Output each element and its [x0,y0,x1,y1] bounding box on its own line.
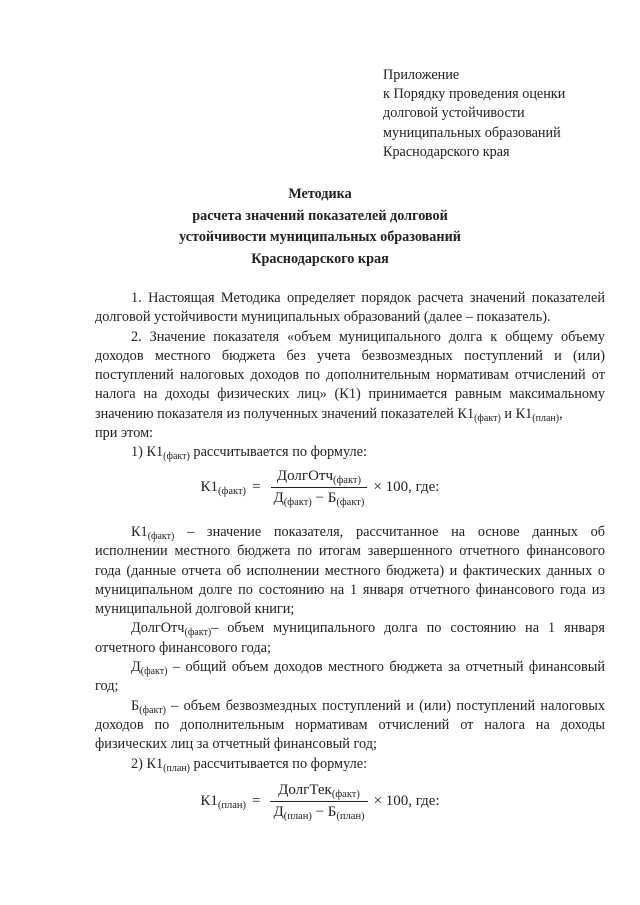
definition-dolg-otch: ДолгОтч$_{(факт)}$– объем муниципального долга по состоянию на 1 января отчетного финансового года; [95,620,605,656]
formula-tail: × 100, где: [373,793,440,809]
paragraph-2-end: , [559,405,563,422]
title-line: Методика [288,186,352,202]
subscript: (план) [532,412,560,424]
formula-fraction [270,782,367,821]
item-1 [95,443,605,462]
paragraph-2 [95,328,605,424]
definitions-block [95,523,605,774]
appendix-line: Краснодарского края [383,143,510,160]
appendix-line: Приложение [383,67,460,83]
title-line: расчета значений показателей долговой [192,207,448,224]
paragraph-1: 1. Настоящая Методика определяет порядок расчета значений показателей долговой устойчивости муниципальных образований (далее – показатель). [95,290,605,326]
formula-lhs: $К1_{(план)}$ [200,793,246,811]
item-1-label: 1) К1 [131,444,164,461]
formula-numerator: ДолгТек$_{(факт)}$ [278,782,360,800]
title-line: устойчивости муниципальных образований [179,229,461,245]
appendix-block [383,66,565,162]
item-2: 2) $К1_{(план)}$ рассчитывается по формуле: [131,755,368,774]
definition-d-fact: $Д_{(факт)}$ – общий объем доходов местного бюджета за отчетный финансовый год; [95,659,605,695]
appendix-line: долговой устойчивости [383,105,525,122]
appendix-line: муниципальных образований [383,124,561,141]
formula-1 [0,468,640,507]
definition-b-fact: $Б_{(факт)}$ – объем безвозмездных поступлений и (или) поступлений налоговых доходов по дополнительным нормативам отчислений от налога на доходы физических лиц за отчетный финансовый год; [95,697,605,753]
formula-2 [0,782,640,821]
formula-denominator: $Д_{(факт)} - Б_{(факт)}$ [271,487,368,507]
paragraph-2-tail: при этом: [95,425,154,442]
formula-tail: × 100, где: [373,479,440,495]
item-1-text: рассчитывается по формуле: [189,444,367,461]
formula-numerator: ДолгОтч$_{(факт)}$ [276,468,362,486]
formula-lhs: $К1_{(факт)}$ [200,479,247,497]
subscript: (факт) [163,451,190,463]
formula-denominator: $Д_{(план)} - Б_{(план)}$ [270,801,367,821]
document-title [0,184,640,270]
title-line: Краснодарского края [251,250,389,267]
definition-k1-fact: $К1_{(факт)}$ – значение показателя, рассчитанное на основе данных об исполнении местного бюджета по итогам завершенного отчетного финансового года (данные отчета об исполнении местного бюджета) и фактических данных о муниципальном долге по состоянию на 1 января отчетного финансового года из муниципальной долговой книги; [95,524,605,618]
formula-equals: = [252,793,261,809]
paragraph-2-and: и К1 [500,405,533,422]
formula-fraction [271,468,368,507]
paragraph-2-text: 2. Значение показателя «объем муниципального долга к общему объему доходов местного бюджета без учета безвозмездных поступлений и (или) поступлений налоговых доходов по дополнительным нормативам отчислений от налога на доходы физических лиц» (К1) принимается равным максимальному значению показателя из полученных значений показателей К1 [95,328,605,422]
formula-equals: = [252,479,261,495]
appendix-line: к Порядку проведения оценки [383,86,566,103]
subscript: (факт) [474,412,501,424]
main-text [95,289,605,463]
